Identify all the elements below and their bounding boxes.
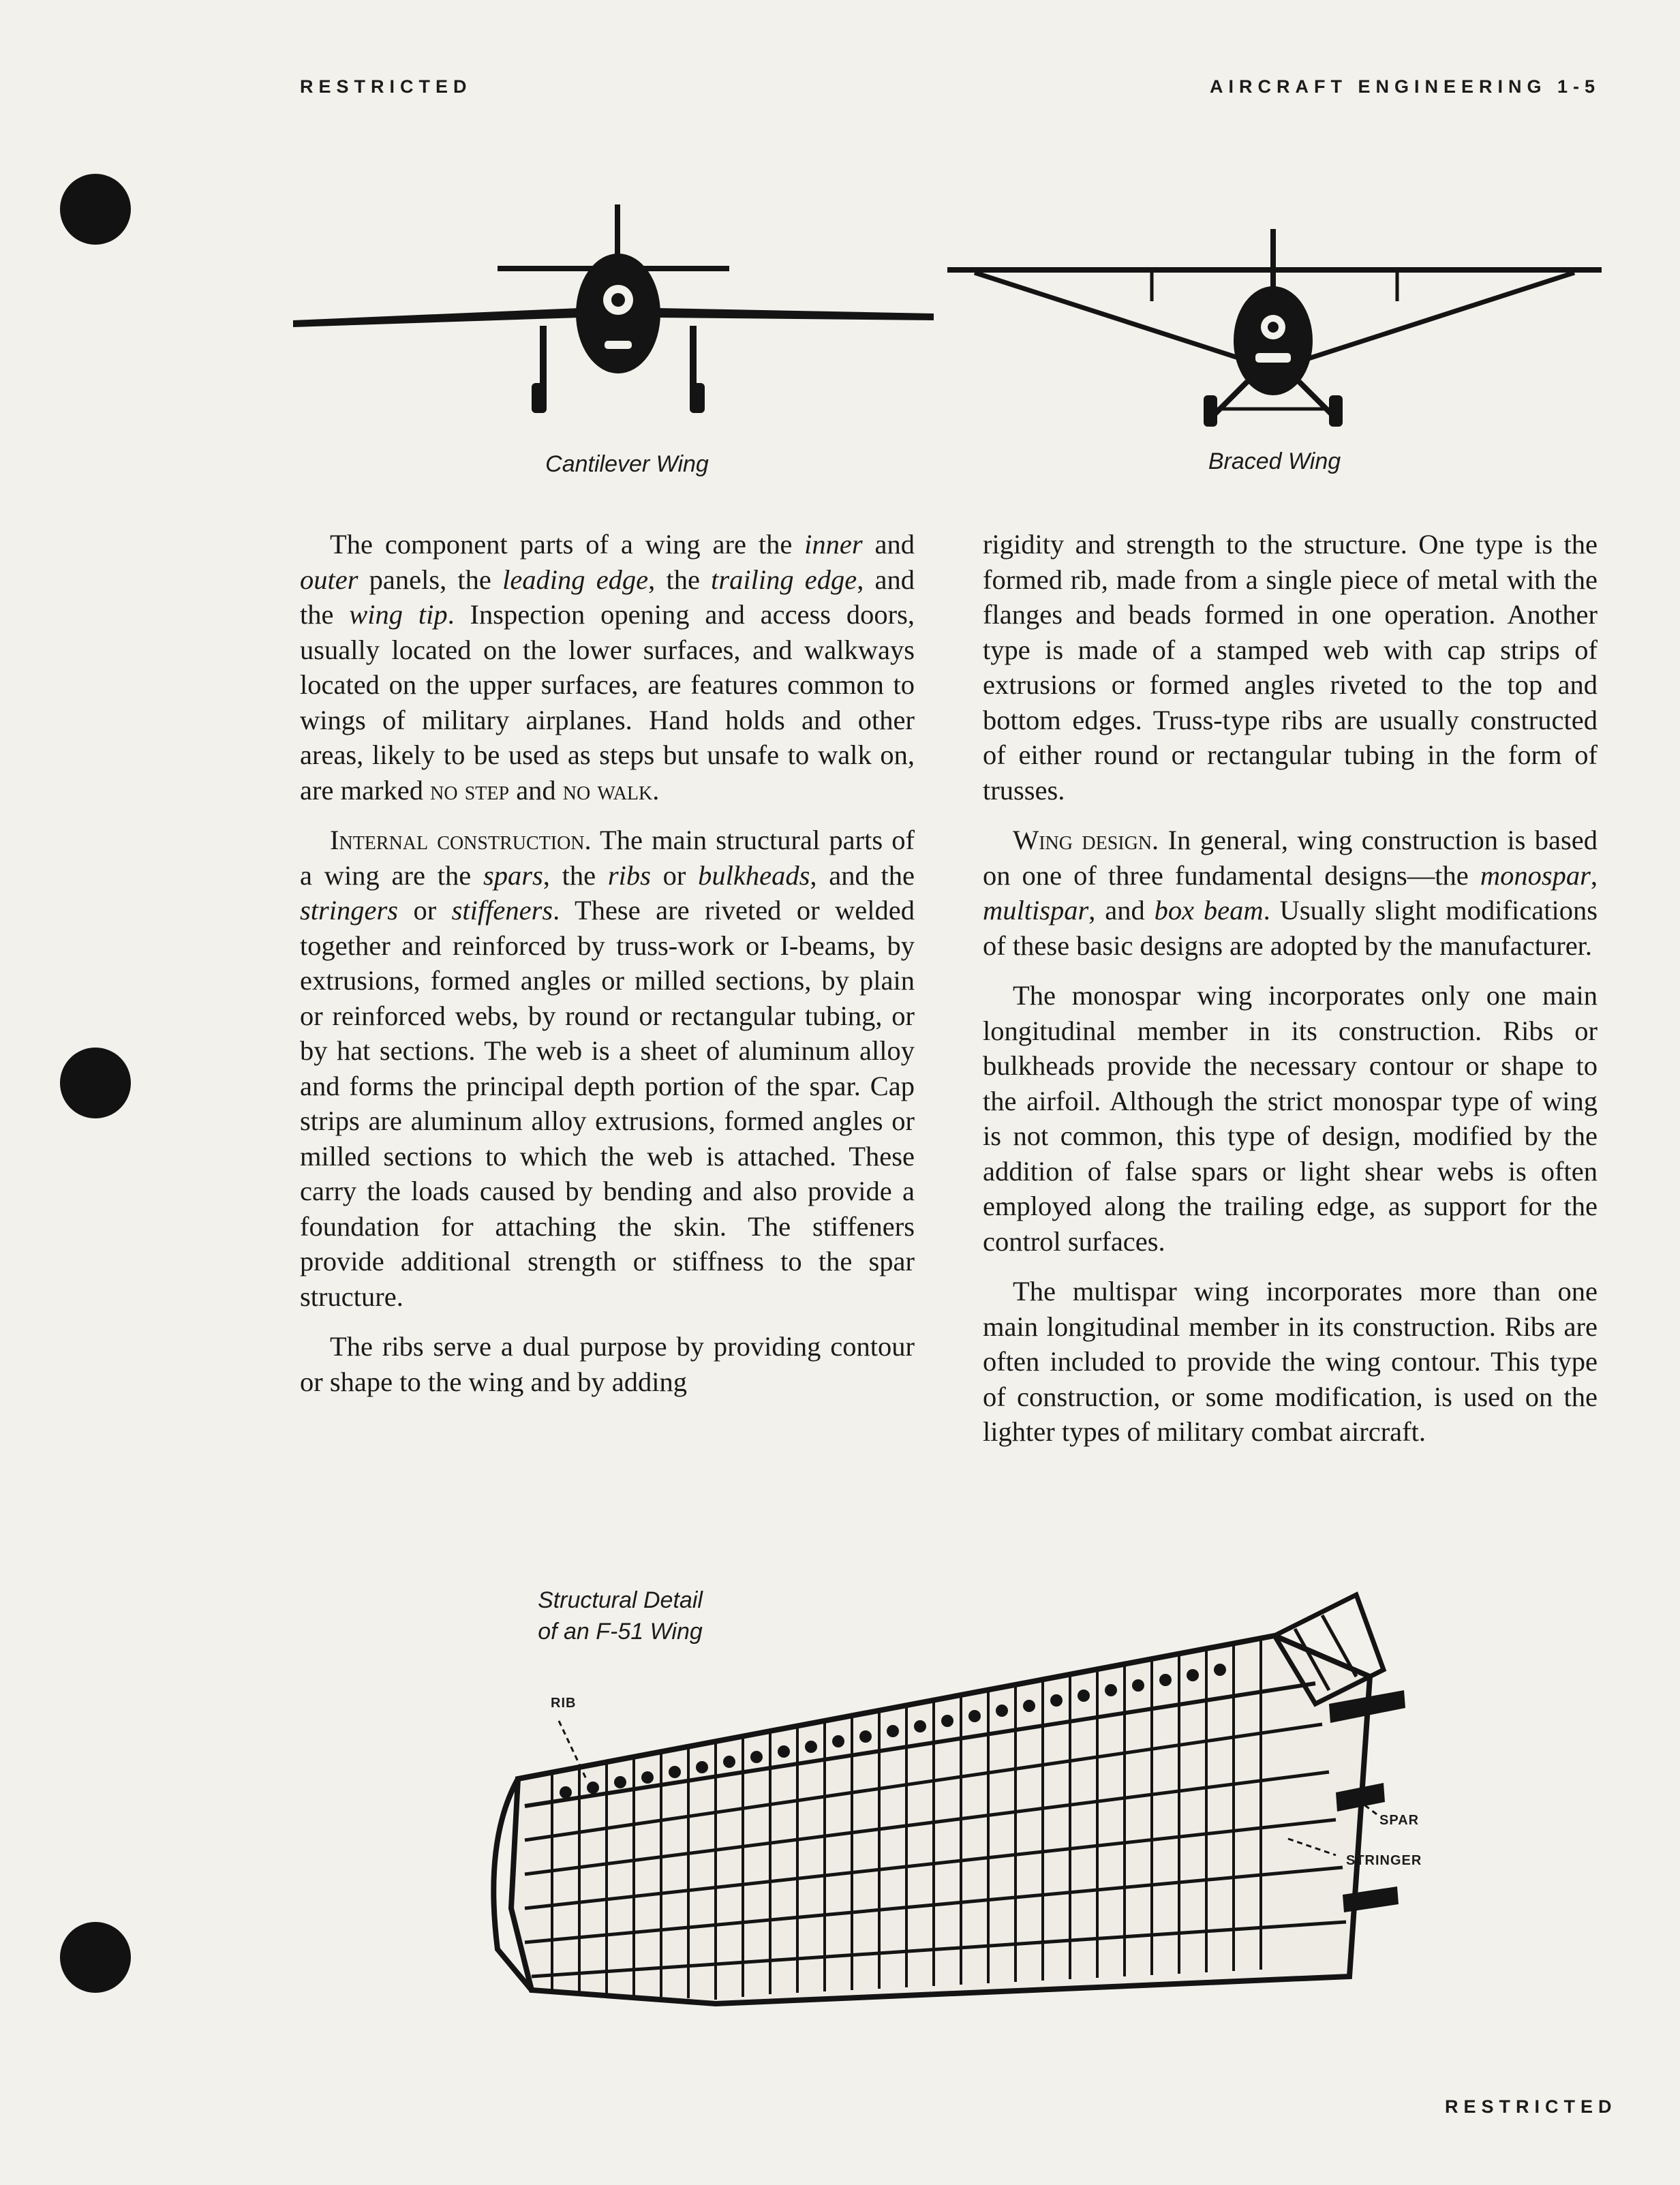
cantilever-wing-illustration (293, 198, 934, 429)
label-spar: SPAR (1379, 1813, 1420, 1828)
section-heading-wing-design: Wing design. (1013, 825, 1159, 855)
binder-hole-top (60, 174, 131, 245)
right-column (983, 527, 1598, 1465)
header-chapter-title: AIRCRAFT ENGINEERING 1-5 (1210, 76, 1601, 97)
paragraph-rib-types: rigidity and strength to the structure. One type is the formed rib, made from a single piece of metal with the flanges and beads formed in one operation. Another type is made of a stamped web with cap strips of extrusions or formed angles riveted to the top and bottom edges. Truss-type ribs are usually constructed of either round or rectangular tubing in the form of trusses. (983, 529, 1598, 806)
structural-detail-caption: Structural Detail of an F-51 Wing (538, 1587, 703, 1645)
paragraph-internal-construction: Internal construction. The main structural parts of a wing are the spars, the ribs or bulkheads, and the stringers or stiffeners. These are riveted or welded together and reinforced by truss-work or I-beams, by extrusions, formed angles or milled sections, by plain or reinforced webs, by round or rectangular tubing, or by hat sections. The web is a sheet of aluminum alloy and forms the principal depth portion of the spar. Cap strips are aluminum alloy extrusions, formed angles or milled sections to which the web is attached. These carry the loads caused by bending and also provide a foundation for attaching the skin. The stiffeners provide additional strength or stiffness to the spar structure. (300, 825, 915, 1312)
braced-wing-caption: Braced Wing (1208, 448, 1341, 474)
header-restricted: RESTRICTED (300, 76, 472, 97)
label-stringer: STRINGER (1346, 1853, 1422, 1868)
paragraph-wing-design: Wing design. In general, wing construction is based on one of three fundamental designs—the monospar, multispar, and box beam. Usually slight modifications of these basic designs are adopted by the manufacturer. (983, 825, 1598, 961)
paragraph-multispar: The multispar wing incorporates more than one main longitudinal member in its construction. Ribs are often included to provide the wing contour. This type of construction, or some modification, is used on the lighter types of military combat aircraft. (983, 1276, 1598, 1447)
footer-restricted: RESTRICTED (1445, 2096, 1617, 2117)
left-column (300, 527, 915, 1414)
cantilever-wing-caption: Cantilever Wing (545, 451, 709, 477)
paragraph-wing-components: The component parts of a wing are the inner and outer panels, the leading edge, the trailing edge, and the wing tip. Inspection opening and access doors, usually located on the lower surfaces, and walkways located on the upper surfaces, are features common to wings of military airplanes. Hand holds and other areas, likely to be used as steps but unsafe to walk on, are marked no step and no walk. (300, 529, 915, 806)
braced-wing-illustration (947, 225, 1602, 429)
f51-wing-structure-illustration (470, 1568, 1438, 2011)
section-heading-internal-construction: Internal construction. (330, 825, 592, 855)
binder-hole-bottom (60, 1922, 131, 1993)
label-rib: RIB (551, 1696, 577, 1711)
paragraph-monospar: The monospar wing incorporates only one main longitudinal member in its construction. Ribs or bulkheads provide the necessary contour or shape to the airfoil. Although the strict monospar type of wing is not common, this type of design, modified by the addition of false spars or light shear webs is often employed along the trailing edge, as support for the control surfaces. (983, 980, 1598, 1257)
binder-hole-middle (60, 1048, 131, 1118)
paragraph-ribs: The ribs serve a dual purpose by providing contour or shape to the wing and by adding (300, 1331, 915, 1397)
